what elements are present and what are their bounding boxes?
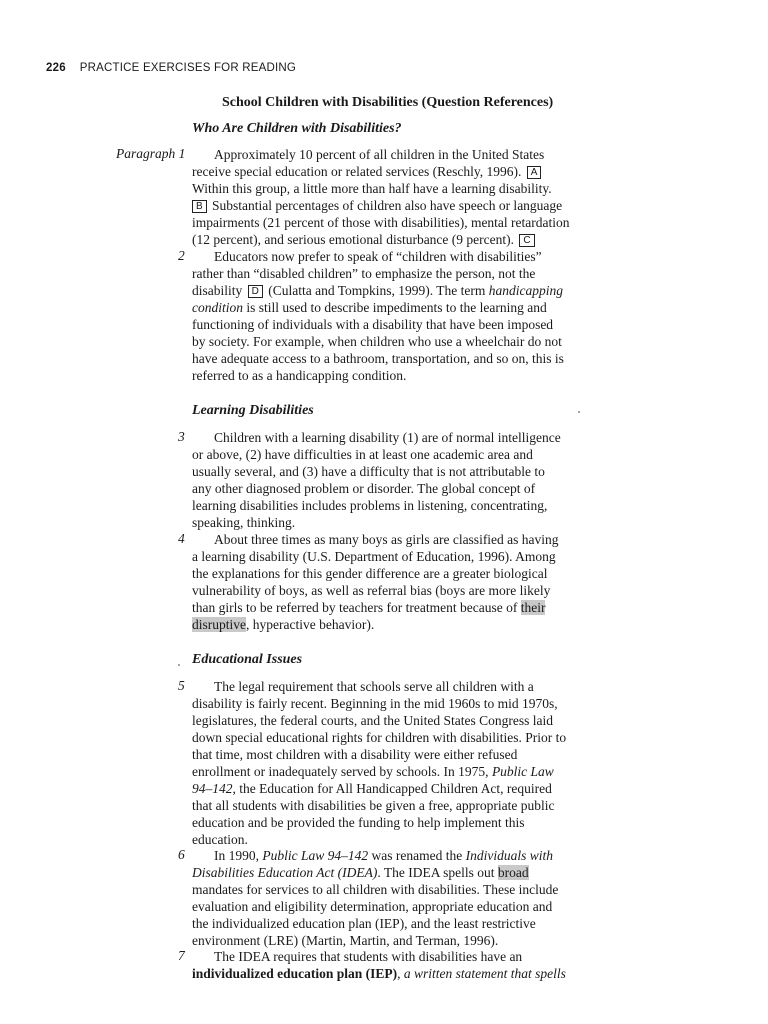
page-number: 226 — [46, 62, 66, 74]
scan-speck — [578, 411, 580, 413]
highlighted-word-their[interactable]: their — [520, 600, 546, 615]
paragraph-label: Paragraph 1 — [116, 146, 186, 161]
paragraph-7: The IDEA requires that students with disabilities have an individualized education plan (IEP), a written statement that spells — [192, 949, 566, 981]
section-heading-educational-issues: Educational Issues — [192, 652, 303, 667]
section-heading-learning-disabilities: Learning Disabilities — [192, 403, 314, 418]
highlighted-word-disruptive[interactable]: disruptive — [192, 617, 246, 632]
running-header — [46, 62, 296, 74]
paragraph-2: Educators now prefer to speak of “children with disabilities” rather than “disabled children” to emphasize the person, not the disability D (Culatta and Tompkins, 1999). The term handicapping condition is still used to describe impediments to the learning and functioning of individuals with a disability that have been imposed by society. For example, when children who use a wheelchair do not have adequate access to a bathroom, transportation, and so on, this is referred to as a handicapping condition. — [192, 249, 564, 383]
insertion-box-a[interactable]: A — [527, 166, 542, 179]
paragraph-number-6: 6 — [178, 847, 185, 862]
highlighted-word-broad[interactable]: broad — [497, 865, 529, 880]
scan-speck — [178, 664, 180, 666]
paragraph-1: Approximately 10 percent of all children in the United States receive special education or related services (Reschly, 1996). A Within this group, a little more than half have a learning disability. B Substantial percentages of children also have speech or language impairments (21 percent of those with disabilities), mental retardation (12 percent), and serious emotional disturbance (9 percent). C — [192, 147, 570, 247]
running-title: PRACTICE EXERCISES FOR READING — [79, 62, 297, 74]
paragraph-number-5: 5 — [178, 678, 185, 693]
paragraph-6: In 1990, Public Law 94–142 was renamed the Individuals with Disabilities Education Act (IDEA). The IDEA spells out broad mandates for services to all children with disabilities. These include evaluation and eligibility determination, appropriate education and the individualized education plan (IEP), and the least restrictive environment (LRE) (Martin, Martin, and Terman, 1996). — [192, 848, 559, 948]
paragraph-number-4: 4 — [178, 531, 185, 546]
paragraph-number-3: 3 — [178, 429, 185, 444]
insertion-box-b[interactable]: B — [192, 200, 207, 213]
paragraph-3: Children with a learning disability (1) are of normal intelligence or above, (2) have difficulties in at least one academic area and usually several, and (3) have a difficulty that is not attributable to any other diagnosed problem or disorder. The global concept of learning disabilities includes problems in listening, concentrating, speaking, thinking. — [192, 430, 561, 530]
insertion-box-d[interactable]: D — [248, 285, 263, 298]
paragraph-5: The legal requirement that schools serve all children with a disability is fairly recent. Beginning in the mid 1960s to mid 1970s, legislatures, the federal courts, and the United States Congress laid down special educational rights for children with disabilities. Prior to that time, most children with a disability were either refused enrollment or inadequately served by schools. In 1975, Public Law 94–142, the Education for All Handicapped Children Act, required that all students with disabilities be given a free, appropriate public education and be provided the funding to help implement this education. — [192, 679, 567, 847]
paragraph-number-7: 7 — [178, 948, 185, 963]
paragraph-number-2: 2 — [178, 248, 185, 263]
section-heading-who-are: Who Are Children with Disabilities? — [192, 121, 402, 136]
document-title: School Children with Disabilities (Question References) — [222, 95, 554, 110]
paragraph-4: About three times as many boys as girls are classified as having a learning disability (U.S. Department of Education, 1996). Among the explanations for this gender difference are a greater biological vulnerability of boys, as well as referral bias (boys are more likely than girls to be referred by teachers for treatment because of their disruptive, hyperactive behavior). — [192, 532, 559, 632]
insertion-box-c[interactable]: C — [519, 234, 534, 247]
